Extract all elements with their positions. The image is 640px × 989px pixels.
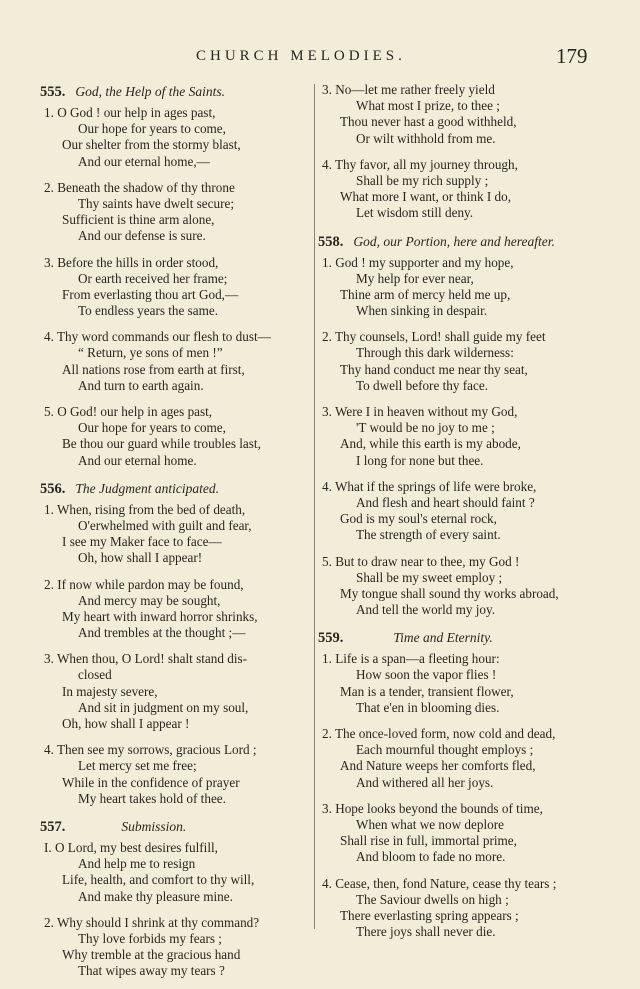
verse-line: 1. God ! my supporter and my hope, — [322, 254, 514, 270]
verse-line: To dwell before thy face. — [356, 377, 488, 393]
verse-line: Thou never hast a good withheld, — [340, 114, 517, 130]
verse-line: The strength of every saint. — [356, 527, 501, 543]
verse-line: Oh, how shall I appear! — [78, 550, 203, 566]
verse-line: And turn to earth again. — [78, 377, 204, 393]
verse-line: When sinking in despair. — [356, 303, 488, 319]
verse-line: “ Return, ye sons of men !” — [78, 345, 223, 361]
stanza — [318, 651, 588, 716]
hymn-block — [318, 82, 588, 222]
verse-line: Our shelter from the stormy blast, — [62, 137, 241, 153]
verse-line: Our hope for years to come, — [78, 121, 226, 137]
verse-line: And our eternal home. — [78, 452, 197, 468]
stanza — [40, 915, 312, 980]
stanza — [40, 577, 312, 642]
verse-line: 1. O God ! our help in ages past, — [44, 105, 216, 120]
hymn-number: 556. — [40, 480, 66, 497]
verse-line: That e'en in blooming dies. — [356, 699, 500, 715]
hymn-title: The Judgment anticipated. — [75, 480, 219, 496]
verse-line: I. O Lord, my best desires fulfill, — [44, 839, 218, 855]
verse-line: Each mournful thought employs ; — [356, 742, 534, 758]
verse-line: 2. The once-loved form, now cold and dead, — [322, 726, 556, 741]
running-title: CHURCH MELODIES. — [196, 48, 406, 64]
stanza — [40, 840, 312, 905]
verse-line: Thy hand conduct me near thy seat, — [340, 361, 528, 377]
verse-line: There everlasting spring appears ; — [340, 907, 519, 923]
stanza — [40, 105, 312, 170]
verse-line: Life, health, and comfort to thy will, — [62, 872, 255, 888]
page-number: 179 — [556, 44, 588, 68]
hymn-title: Time and Eternity. — [393, 630, 493, 646]
verse-line: Shall rise in full, immortal prime, — [340, 833, 517, 849]
verse-line: 2. If now while pardon may be found, — [44, 576, 244, 592]
verse-line: 4. Thy favor, all my journey through, — [322, 156, 518, 172]
verse-line: And our eternal home,— — [78, 153, 210, 169]
verse-line: While in the confidence of prayer — [62, 774, 240, 790]
verse-line: In majesty severe, — [62, 683, 158, 699]
verse-line: There joys shall never die. — [356, 924, 496, 940]
hymn-heading — [40, 82, 312, 102]
verse-line: closed — [78, 667, 112, 683]
verse-line: 3. When thou, O Lord! shalt stand dis- — [44, 651, 248, 667]
column-divider — [314, 84, 315, 929]
stanza — [40, 404, 312, 469]
verse-line: 3. Were I in heaven without my God, — [322, 404, 518, 419]
verse-line: Shall be my sweet employ ; — [356, 569, 503, 585]
verse-line: From everlasting thou art God,— — [62, 286, 239, 302]
hymn-heading — [40, 479, 312, 499]
verse-line: And withered all her joys. — [356, 774, 494, 790]
verse-line: And trembles at the thought ;— — [78, 625, 246, 641]
stanza — [318, 255, 588, 320]
hymn-heading — [318, 628, 588, 648]
verse-line: Be thou our guard while troubles last, — [62, 436, 261, 452]
verse-line: What more I want, or think I do, — [340, 189, 512, 205]
verse-line: Our hope for years to come, — [78, 420, 226, 436]
hymn-block — [40, 817, 312, 980]
stanza — [318, 479, 588, 544]
verse-line: O'erwhelmed with guilt and fear, — [78, 517, 252, 533]
hymn-block — [40, 479, 312, 807]
stanza — [40, 651, 312, 732]
verse-line: Let wisdom still deny. — [356, 205, 474, 221]
verse-line: All nations rose from earth at first, — [62, 361, 245, 377]
stanza — [40, 255, 312, 320]
stanza — [318, 726, 588, 791]
verse-line: My help for ever near, — [356, 270, 474, 286]
stanza — [40, 742, 312, 807]
verse-line: Sufficient is thine arm alone, — [62, 212, 215, 228]
stanza — [318, 329, 588, 394]
stanza — [318, 157, 588, 222]
stanza — [40, 502, 312, 567]
verse-line: My heart takes hold of thee. — [78, 790, 226, 806]
verse-line: Oh, how shall I appear ! — [62, 716, 190, 731]
verse-line: When what we now deplore — [356, 816, 504, 832]
hymn-block — [318, 232, 588, 619]
verse-line: And mercy may be sought, — [78, 592, 221, 608]
verse-line: And bloom to fade no more. — [356, 849, 506, 865]
verse-line: I long for none but thee. — [356, 452, 484, 468]
verse-line: And sit in judgment on my soul, — [78, 699, 249, 715]
verse-line: 3. Hope looks beyond the bounds of time, — [322, 800, 543, 816]
verse-line: Let mercy set me free; — [78, 758, 197, 774]
verse-line: 4. What if the springs of life were broke, — [322, 478, 537, 494]
stanza — [318, 404, 588, 469]
verse-line: My heart with inward horror shrinks, — [62, 608, 258, 624]
verse-line: 3. No—let me rather freely yield — [322, 82, 495, 97]
hymn-title: God, the Help of the Saints. — [75, 84, 225, 99]
hymn-heading — [40, 817, 312, 837]
hymn-block — [40, 82, 312, 469]
verse-line: 4. Then see my sorrows, gracious Lord ; — [44, 742, 257, 758]
verse-line: And help me to resign — [78, 856, 196, 872]
verse-line: Through this dark wilderness: — [356, 345, 514, 361]
verse-line: Or earth received her frame; — [78, 270, 228, 286]
hymn-block — [318, 628, 588, 940]
verse-line: Man is a tender, transient flower, — [340, 683, 514, 699]
verse-line: 2. Why should I shrink at thy command? — [44, 914, 260, 930]
verse-line: That wipes away my tears ? — [78, 963, 225, 979]
verse-line: 2. Thy counsels, Lord! shall guide my feet — [322, 329, 546, 345]
verse-line: What most I prize, to thee ; — [356, 98, 500, 114]
verse-line: Thine arm of mercy held me up, — [340, 286, 511, 302]
verse-line: To endless years the same. — [78, 303, 219, 319]
hymn-title: Submission. — [121, 818, 187, 834]
right-column — [318, 82, 588, 950]
verse-line: 'T would be no joy to me ; — [356, 420, 495, 436]
verse-line: 5. O God! our help in ages past, — [44, 404, 213, 419]
verse-line: And, while this earth is my abode, — [340, 436, 521, 452]
verse-line: Why tremble at the gracious hand — [62, 947, 241, 963]
stanza — [318, 801, 588, 866]
verse-line: Shall be my rich supply ; — [356, 172, 489, 188]
hymn-heading — [318, 232, 588, 252]
verse-line: 1. Life is a span—a fleeting hour: — [322, 651, 500, 667]
verse-line: How soon the vapor flies ! — [356, 667, 497, 683]
stanza — [318, 554, 588, 619]
page-header — [0, 44, 640, 68]
verse-line: I see my Maker face to face— — [62, 534, 222, 550]
verse-line: The Saviour dwells on high ; — [356, 891, 509, 907]
verse-line: And flesh and heart should faint ? — [356, 494, 535, 510]
left-column — [40, 82, 312, 989]
hymn-number: 559. — [318, 630, 344, 647]
stanza — [40, 180, 312, 245]
verse-line: 3. Before the hills in order stood, — [44, 254, 219, 270]
hymn-number: 555. — [40, 84, 66, 100]
hymn-number: 558. — [318, 233, 344, 250]
verse-line: God is my soul's eternal rock, — [340, 511, 497, 527]
verse-line: And make thy pleasure mine. — [78, 888, 233, 904]
hymn-number: 557. — [40, 818, 66, 835]
verse-line: 4. Thy word commands our flesh to dust— — [44, 329, 271, 345]
verse-line: Or wilt withhold from me. — [356, 130, 496, 146]
verse-line: 5. But to draw near to thee, my God ! — [322, 553, 520, 569]
verse-line: And Nature weeps her comforts fled, — [340, 758, 536, 774]
stanza — [318, 82, 588, 147]
verse-line: My tongue shall sound thy works abroad, — [340, 585, 559, 601]
verse-line: And our defense is sure. — [78, 228, 206, 244]
hymn-title: God, our Portion, here and hereafter. — [353, 233, 555, 249]
verse-line: Thy saints have dwelt secure; — [78, 195, 235, 211]
stanza — [318, 876, 588, 941]
verse-line: 2. Beneath the shadow of thy throne — [44, 179, 235, 195]
verse-line: And tell the world my joy. — [356, 602, 496, 618]
verse-line: Thy love forbids my fears ; — [78, 930, 222, 946]
stanza — [40, 329, 312, 394]
verse-line: 1. When, rising from the bed of death, — [44, 501, 246, 517]
verse-line: 4. Cease, then, fond Nature, cease thy tears ; — [322, 875, 557, 891]
